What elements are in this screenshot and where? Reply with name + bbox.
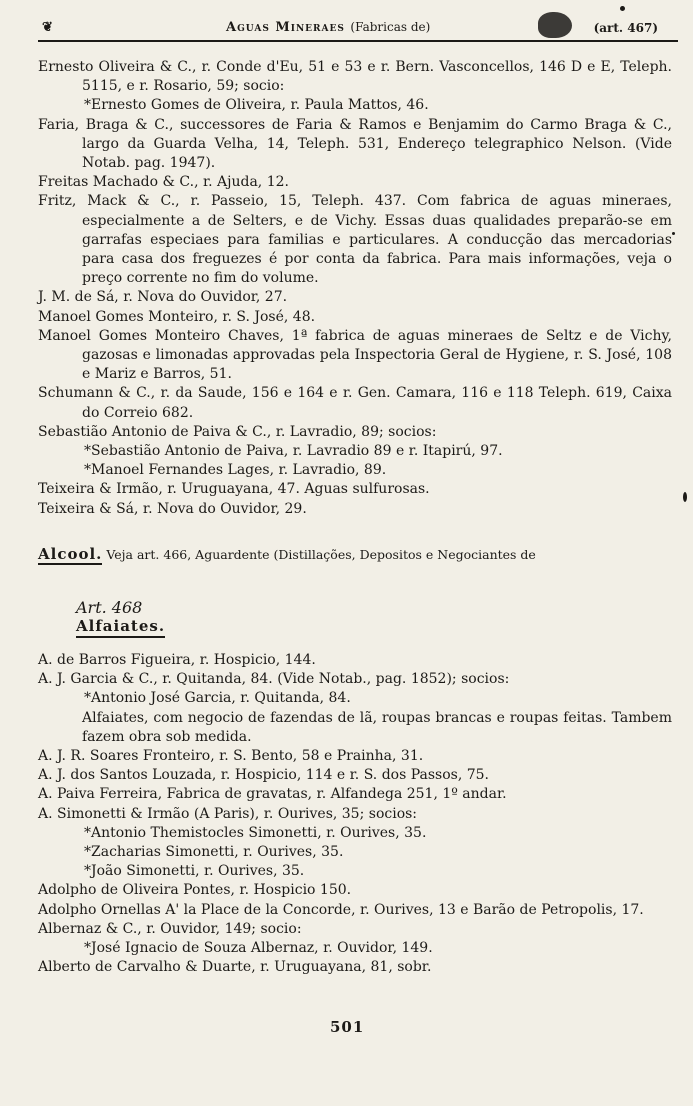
article-ref: (art. 467) [593,21,658,35]
list-entry: Schumann & C., r. da Saude, 156 e 164 e r. Gen. Camara, 116 e 118 Teleph. 619, Caixa do Correio 682. [38,385,672,421]
page-header [38,18,678,42]
alcool-text: Veja art. 466, Aguardente (Distillações, Depositos e Negociantes de [106,547,536,562]
list-entry: Teixeira & Sá, r. Nova do Ouvidor, 29. [38,500,307,517]
list-entry: Adolpho Ornellas A' la Place de la Concorde, r. Ourives, 13 e Barão de Petropolis, 17. [38,901,644,918]
mineral-water-list [38,58,672,519]
partner-entry: *Ernesto Gomes de Oliveira, r. Paula Mattos, 46. [84,97,429,114]
page-number: 501 [330,1018,365,1036]
list-entry: Teixeira & Irmão, r. Uruguayana, 47. Aguas sulfurosas. [38,481,430,498]
list-entry: A. J. Garcia & C., r. Quitanda, 84. (Vide Notab., pag. 1852); socios: [38,671,510,688]
list-entry: Faria, Braga & C., successores de Faria & Ramos e Benjamim do Carmo Braga & C., largo da Guarda Velha, 14, Teleph. 531, Endereço telegraphico Nelson. (Vide Notab. pag. 1947). [38,116,672,172]
list-entry: Ernesto Oliveira & C., r. Conde d'Eu, 51 e 53 e r. Bern. Vasconcellos, 146 D e E, Teleph. 5115, e r. Rosario, 59; socio: [38,59,672,95]
partner-entry: *Antonio José Garcia, r. Quitanda, 84. [84,690,351,707]
list-entry: Manoel Gomes Monteiro, r. S. José, 48. [38,308,316,325]
partner-entry: *João Simonetti, r. Ourives, 35. [84,863,305,880]
list-entry: Adolpho de Oliveira Pontes, r. Hospicio 150. [38,882,352,899]
list-entry: Manoel Gomes Monteiro Chaves, 1ª fabrica de aguas mineraes de Seltz e de Vichy, gazosas e limonadas approvadas pela Inspectoria Geral de Hygiene, r. S. José, 108 e Mariz e Barros, 51. [38,327,672,383]
running-title: Aguas Mineraes (Fabricas de) [226,20,431,35]
list-entry: J. M. de Sá, r. Nova do Ouvidor, 27. [38,289,288,306]
ink-speck [672,232,675,235]
tailors-list [38,651,672,977]
list-entry: Albernaz & C., r. Ouvidor, 149; socio: [38,920,302,937]
list-entry: A. J. dos Santos Louzada, r. Hospicio, 114 e r. S. dos Passos, 75. [38,767,490,784]
list-entry: A. Paiva Ferreira, Fabrica de gravatas, r. Alfandega 251, 1º andar. [38,786,507,803]
partner-entry: *Sebastião Antonio de Paiva, r. Lavradio 89 e r. Itapirú, 97. [84,443,503,460]
alcool-entry [38,545,672,563]
section-heading: Alfaiates. [76,617,165,638]
partner-entry: *Manoel Fernandes Lages, r. Lavradio, 89. [84,462,387,479]
list-entry: Sebastião Antonio de Paiva & C., r. Lavradio, 89; socios: [38,423,437,440]
list-entry: Freitas Machado & C., r. Ajuda, 12. [38,174,289,191]
partner-entry: *José Ignacio de Souza Albernaz, r. Ouvidor, 149. [84,940,433,957]
ornament-icon: ❦ [42,20,53,35]
ink-speck [683,492,687,502]
partner-entry: *Zacharias Simonetti, r. Ourives, 35. [84,844,344,861]
ink-blot [538,12,572,38]
list-entry: A. de Barros Figueira, r. Hospicio, 144. [38,652,316,668]
entry-note: Alfaiates, com negocio de fazendas de lã, roupas brancas e roupas feitas. Tambem fazem obra sob medida. [82,709,672,745]
alcool-keyword: Alcool. [38,545,103,563]
list-entry: Alberto de Carvalho & Duarte, r. Uruguayana, 81, sobr. [38,959,432,976]
list-entry: A. J. R. Soares Fronteiro, r. S. Bento, 58 e Prainha, 31. [38,748,424,765]
list-entry: Fritz, Mack & C., r. Passeio, 15, Teleph. 437. Com fabrica de aguas mineraes, especialmente a de Selters, e de Vichy. Essas duas qualidades preparão-se em garrafas especiaes para familias e particulares. A conducção das mercadorias para casa dos freguezes é por conta da fabrica. Para mais informações, veja o preço corrente no fim do volume. [38,193,672,287]
ink-speck [620,6,625,11]
article-number: Art. 468 [76,598,143,617]
list-entry: A. Simonetti & Irmão (A Paris), r. Ourives, 35; socios: [38,805,418,822]
partner-entry: *Antonio Themistocles Simonetti, r. Ourives, 35. [84,824,427,841]
